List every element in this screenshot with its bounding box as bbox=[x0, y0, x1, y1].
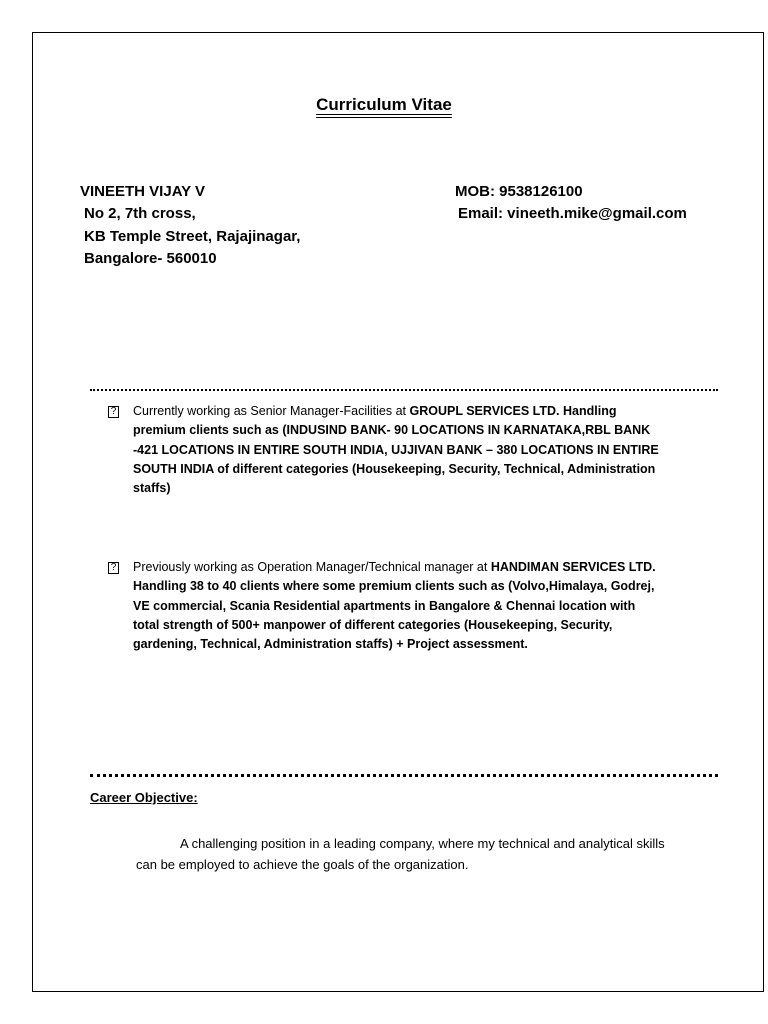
experience-intro: Previously working as Operation Manager/Technical manager at bbox=[133, 560, 491, 574]
page-title: Curriculum Vitae bbox=[316, 95, 452, 114]
dotted-separator bbox=[90, 771, 718, 777]
mobile-number: MOB: 9538126100 bbox=[455, 183, 583, 200]
experience-detail: GROUPL SERVICES LTD. Handling premium clients such as (INDUSIND BANK- 90 LOCATIONS IN KARNATAKA,RBL BANK -421 LOCATIONS IN ENTIRE SOUTH INDIA, UJJIVAN BANK – 380 LOCATIONS IN ENTIRE SOUTH INDIA of different categories (Housekeeping, Security, Technical, Administration staffs) bbox=[133, 404, 659, 496]
candidate-name: VINEETH VIJAY V bbox=[80, 183, 206, 200]
experience-item-previous bbox=[133, 558, 663, 654]
email-address: Email: vineeth.mike@gmail.com bbox=[458, 205, 687, 222]
experience-intro: Currently working as Senior Manager-Facilities at bbox=[133, 404, 410, 418]
bullet-icon: ? bbox=[108, 406, 119, 418]
address-line-3: Bangalore- 560010 bbox=[84, 250, 217, 267]
career-objective-text: A challenging position in a leading company, where my technical and analytical skills can be employed to achieve the goals of the organization. bbox=[136, 836, 665, 872]
address-line-2: KB Temple Street, Rajajinagar, bbox=[84, 228, 301, 245]
experience-item-current bbox=[133, 402, 663, 498]
bullet-icon: ? bbox=[108, 562, 119, 574]
experience-detail: HANDIMAN SERVICES LTD. Handling 38 to 40 clients where some premium clients such as (Volvo,Himalaya, Godrej, VE commercial, Scania Residential apartments in Bangalore & Chennai location with total strength of 500+ manpower of different categories (Housekeeping, Security, gardening, Technical, Administration staffs) + Project assessment. bbox=[133, 560, 656, 652]
career-objective-heading: Career Objective: bbox=[90, 790, 198, 805]
dotted-separator bbox=[90, 386, 718, 391]
address-line-1: No 2, 7th cross, bbox=[84, 205, 196, 222]
